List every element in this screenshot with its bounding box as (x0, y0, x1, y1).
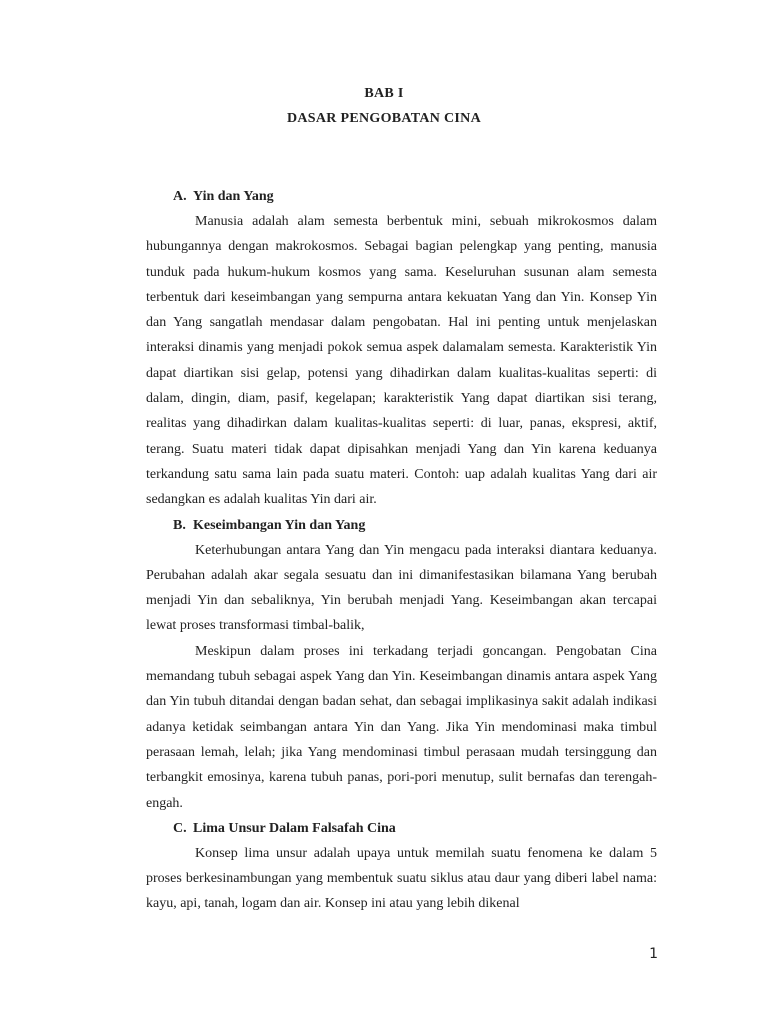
section-title: Keseimbangan Yin dan Yang (193, 517, 366, 533)
paragraph: Manusia adalah alam semesta berbentuk mini, sebuah mikrokosmos dalam hubungannya dengan makrokosmos. Sebagai bagian pelengkap yang penting, manusia tunduk pada hukum-hukum kosmos yang sama. Keseluruhan susunan alam semesta terbentuk dari keseimbangan yang sempurna antara kekuatan Yang dan Yin. Konsep Yin dan Yang sangatlah mendasar dalam pengobatan. Hal ini penting untuk menjelaskan interaksi dinamis yang menjadi pokok semua aspek dalamalam semesta. Karakteristik Yin dapat diartikan sisi gelap, potensi yang dihadirkan dalam kualitas-kualitas seperti: di dalam, dingin, diam, pasif, kegelapan; karakteristik Yang dapat diartikan sisi terang, realitas yang dihadirkan dalam kualitas-kualitas seperti: di luar, panas, ekspresi, aktif, terang. Suatu materi tidak dapat dipisahkan menjadi Yang dan Yin karena keduanya terkandung satu sama lain pada suatu materi. Contoh: uap adalah kualitas Yang dari air sedangkan es adalah kualitas Yin dari air. (146, 214, 657, 508)
chapter-title: DASAR PENGOBATAN CINA (286, 111, 481, 126)
section-heading-b (173, 513, 657, 538)
chapter-label: BAB I (364, 86, 404, 101)
section-letter: C. (173, 820, 187, 836)
paragraph: Keterhubungan antara Yang dan Yin mengacu pada interaksi diantara keduanya. Perubahan adalah akar segala sesuatu dan ini dimanifestasikan bilamana Yang berubah menjadi Yin dan sebaliknya, Yin berubah menjadi Yang. Keseimbangan akan tercapai lewat proses transformasi timbal-balik, (146, 542, 657, 634)
page-number: 1 (649, 946, 658, 962)
paragraph: Konsep lima unsur adalah upaya untuk memilah suatu fenomena ke dalam 5 proses berkesinambungan yang membentuk suatu siklus atau daur yang diberi label nama: kayu, api, tanah, logam dan air. Konsep ini atau yang lebih dikenal (146, 845, 657, 912)
section-letter: B. (173, 517, 186, 533)
section-title: Lima Unsur Dalam Falsafah Cina (193, 820, 396, 836)
section-heading-a (173, 184, 657, 209)
paragraph: Meskipun dalam proses ini terkadang terjadi goncangan. Pengobatan Cina memandang tubuh sebagai aspek Yang dan Yin. Keseimbangan dinamis antara aspek Yang dan Yin tubuh ditandai dengan badan sehat, dan sebagai implikasinya sakit adalah indikasi adanya ketidak seimbangan antara Yin dan Yang. Jika Yin mendominasi maka timbul perasaan lemah, lelah; jika Yang mendominasi timbul perasaan mudah tersinggung dan terbangkit emosinya, karena tubuh panas, pori-pori menutup, sulit bernafas dan terengah-engah. (146, 643, 657, 811)
section-letter: A. (173, 189, 187, 204)
document-body (146, 184, 657, 917)
section-title: Yin dan Yang (193, 189, 274, 204)
section-heading-c (173, 816, 657, 841)
